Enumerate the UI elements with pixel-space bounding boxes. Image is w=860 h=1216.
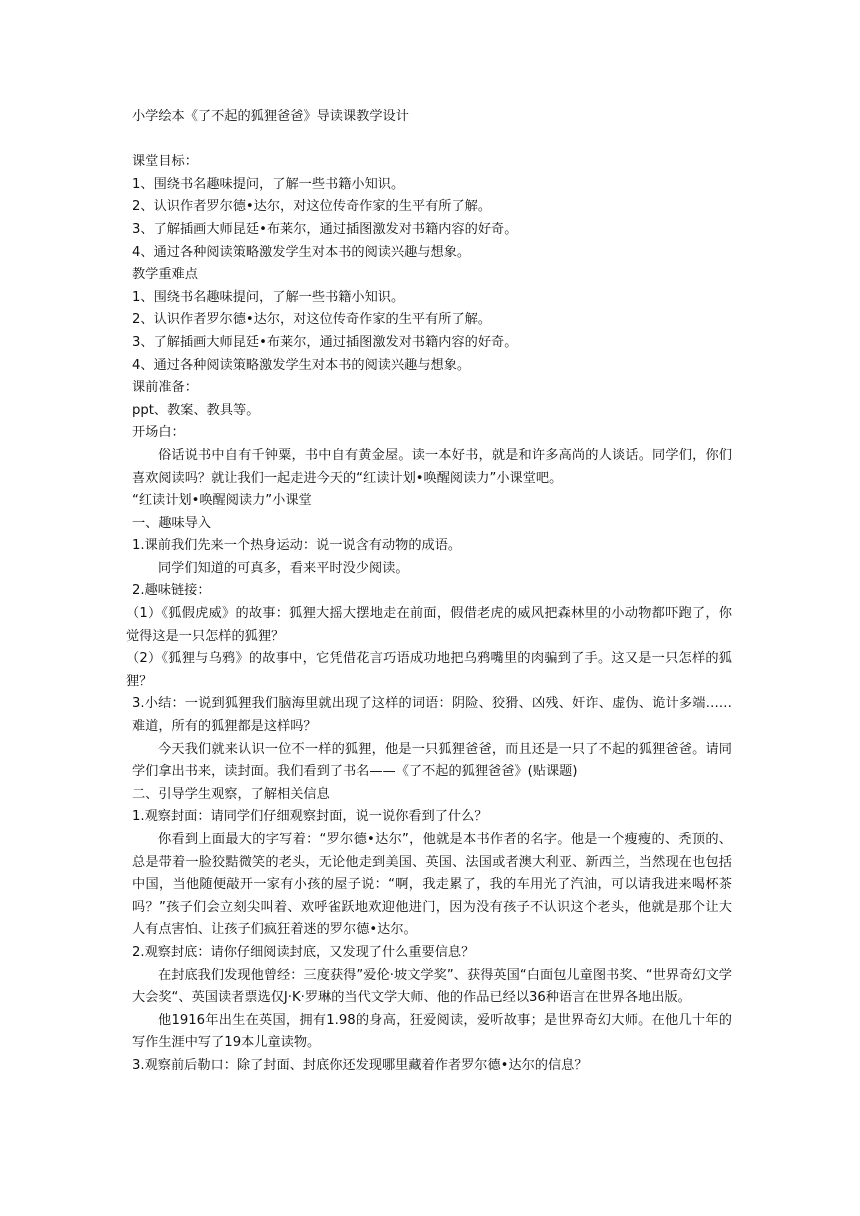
opening-heading: 开场白： — [132, 425, 185, 441]
key-point-item: 3、了解插画大师昆廷•布莱尔，通过插图激发对书籍内容的好奇。 — [132, 334, 518, 350]
class-title: “红读计划•唤醒阅读力”小课堂 — [132, 493, 312, 509]
goal-item: 2、认识作者罗尔德•达尔，对这位传奇作家的生平有所了解。 — [132, 199, 492, 215]
key-point-item: 4、通过各种阅读策略激发学生对本书的阅读兴趣与想象。 — [132, 357, 471, 373]
section-1-summary: 3.小结：一说到狐狸我们脑海里就出现了这样的词语：阴险、狡猾、凶残、奸诈、虚伪、诡计多端……难道，所有的狐狸都是这样吗？ — [132, 696, 732, 735]
section-1-item-1: 1.课前我们先来一个热身运动：说一说含有动物的成语。 — [132, 538, 462, 554]
key-points-heading: 教学重难点 — [132, 267, 198, 283]
story-fox-tiger: （1）《狐假虎威》的故事：狐狸大摇大摆地走在前面，假借老虎的威风把森林里的小动物都吓跑了，你觉得这是一只怎样的狐狸？ — [126, 606, 732, 644]
section-1-item-1-follow: 同学们知道的可真多，看来平时没少阅读。 — [158, 560, 409, 576]
section-2-item-2: 2.观察封底：请你仔细阅读封底，又发现了什么重要信息？ — [132, 944, 475, 960]
author-biography: 他1916年出生在英国，拥有1.98的身高，狂爱阅读，爱听故事；是世界奇幻大师。在他几十年的写作生涯中写了19本儿童读物。 — [132, 1012, 732, 1051]
section-1-summary-follow: 今天我们就来认识一位不一样的狐狸，他是一只狐狸爸爸，而且还是一只了不起的狐狸爸爸。请同学们拿出书来，读封面。我们看到了书名——《了不起的狐狸爸爸》(贴课题) — [132, 741, 732, 780]
goal-item: 1、围绕书名趣味提问，了解一些书籍小知识。 — [132, 176, 405, 192]
story-fox-crow: （2）《狐狸与乌鸦》的故事中，它凭借花言巧语成功地把乌鸦嘴里的肉骗到了手。这又是一只怎样的狐狸？ — [126, 651, 732, 689]
section-2-item-3: 3.观察前后勒口：除了封面、封底你还发现哪里藏着作者罗尔德•达尔的信息？ — [132, 1057, 588, 1073]
document-title: 小学绘本《了不起的狐狸爸爸》导读课教学设计 — [132, 109, 409, 124]
document-page — [126, 106, 732, 1078]
key-point-item: 2、认识作者罗尔德•达尔，对这位传奇作家的生平有所了解。 — [132, 312, 492, 328]
section-2-heading: 二、引导学生观察，了解相关信息 — [132, 786, 330, 802]
back-cover-awards: 在封底我们发现他曾经：三度获得”爱伦·坡文学奖”、获得英国“白面包儿童图书奖、“世界奇幻文学大会奖“、英国读者票选仅J·K·罗琳的当代文学大师、他的作品已经以36种语言在世界各地出版。 — [132, 967, 732, 1006]
section-1-heading: 一、趣味导入 — [132, 515, 212, 531]
goal-item: 4、通过各种阅读策略激发学生对本书的阅读兴趣与想象。 — [132, 244, 471, 260]
section-2-item-1: 1.观察封面：请同学们仔细观察封面，说一说你看到了什么？ — [132, 809, 488, 825]
author-description: 你看到上面最大的字写着：“罗尔德•达尔”，他就是本书作者的名字。他是一个瘦瘦的、秃顶的、总是带着一脸狡黠微笑的老头，无论他走到美国、英国、法国或者澳大利亚、新西兰，当然现在也包括中国，当他随便敲开一家有小孩的屋子说：“啊，我走累了，我的车用光了汽油，可以请我进来喝杯茶吗？”孩子们会立刻尖叫着、欢呼雀跃地欢迎他进门，因为没有孩子不认识这个老头，他就是那个让大人有点害怕、让孩子们疯狂着迷的罗尔德•达尔。 — [132, 832, 732, 938]
section-1-item-2: 2.趣味链接： — [132, 583, 211, 599]
key-point-item: 1、围绕书名趣味提问，了解一些书籍小知识。 — [132, 289, 405, 305]
prep-text: ppt、教案、教具等。 — [132, 402, 260, 418]
goals-heading: 课堂目标： — [132, 154, 198, 170]
prep-heading: 课前准备： — [132, 380, 198, 396]
goal-item: 3、了解插画大师昆廷•布莱尔，通过插图激发对书籍内容的好奇。 — [132, 221, 518, 237]
opening-paragraph: 俗话说书中自有千钟粟，书中自有黄金屋。读一本好书，就是和许多高尚的人谈话。同学们，你们喜欢阅读吗？就让我们一起走进今天的“红读计划•唤醒阅读力”小课堂吧。 — [132, 447, 732, 486]
